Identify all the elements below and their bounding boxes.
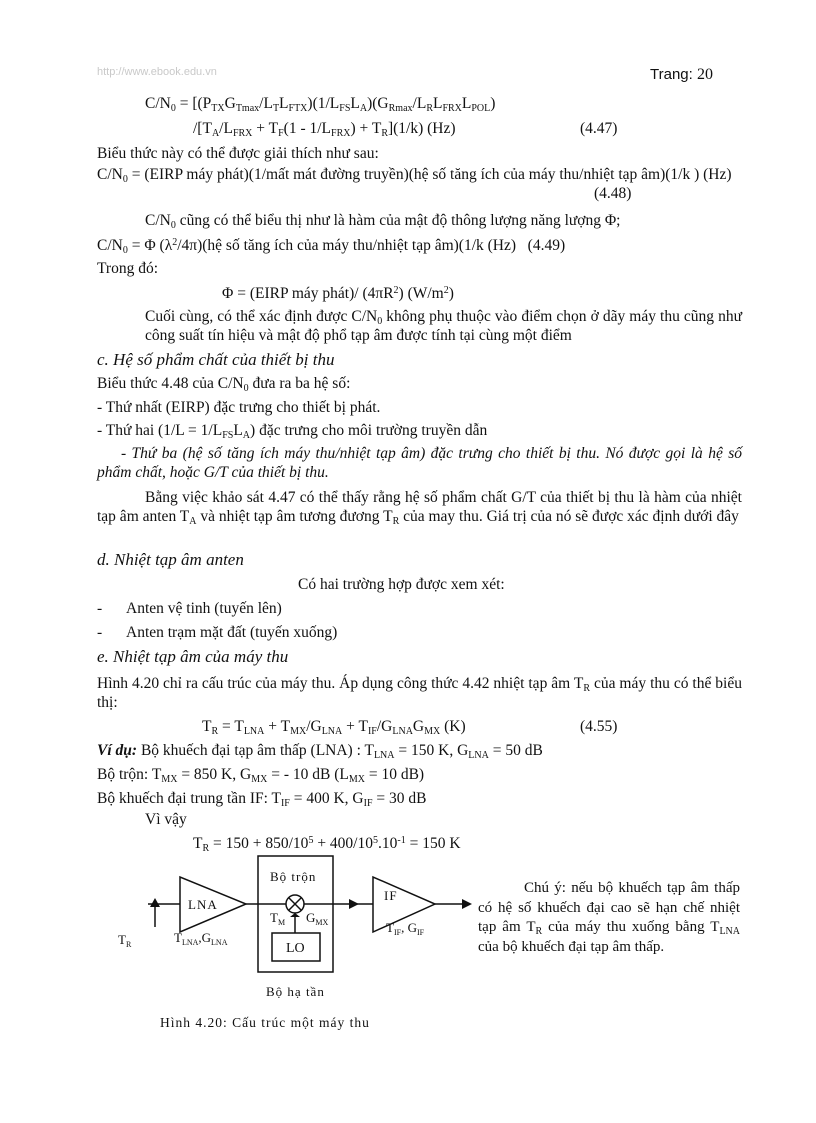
section-d-intro: Có hai trường hợp được xem xét: xyxy=(298,576,505,593)
equation-4-47-number: (4.47) xyxy=(580,120,618,137)
page-label: Trang: xyxy=(650,66,693,83)
section-c-paragraph: Bằng việc khảo sát 4.47 có thể thấy rằng hệ số phẩm chất G/T của thiết bị thu là hàm của nhiệt tạp âm anten $T_A$ và nhiệt tạp âm tương đương $T_R$ của may thu. Giá trị của nó sẽ được xác định dưới đây xyxy=(97,489,742,527)
figure-caption: Hình 4.20: Cấu trúc một máy thu xyxy=(160,1015,370,1030)
equation-4-47-line2: $/[T_A/L_{FRX} + T_F(1 - 1/L_{FRX}) + T_R](1/k)$ (Hz) xyxy=(193,120,456,139)
lo-label: LO xyxy=(286,941,305,956)
equation-4-55: $T_R = T_{LNA} + T_{MX}/G_{LNA} + T_{IF}/G_{LNA}G_{MX}$ (K) xyxy=(202,718,466,737)
if-label: IF xyxy=(384,888,398,903)
note-paragraph: Chú ý: nếu bộ khuếch tạp âm thấp có hệ số khuếch đại cao sẽ hạn chế nhiệt tạp âm $T_R$ của máy thu xuống bằng $T_{LNA}$ của bộ khuếch đại tạp âm thấp. xyxy=(478,880,741,955)
example-if: Bộ khuếch đại trung tần IF: $T_{IF} = 400$ K, $G_{IF} = 30$ dB xyxy=(97,790,427,809)
section-d-item2: Anten trạm mặt đất (tuyến xuống) xyxy=(126,624,338,641)
section-d-item1: Anten vệ tinh (tuyến lên) xyxy=(126,600,282,617)
equation-4-48-number: (4.48) xyxy=(594,185,632,202)
section-e-title: e. Nhiệt tạp âm của máy thu xyxy=(97,647,289,666)
section-c-item2: - Thứ hai $(1/L = 1/L_{FS}L_A)$ đặc trưng cho môi trường truyền dẫn xyxy=(97,422,488,441)
section-c-item3: - Thứ ba (hệ số tăng ích máy thu/nhiệt tạp âm) đặc trưng cho thiết bị thu. Nó được gọi là hệ số phẩm chất, hoặc G/T của thiết bị thu. xyxy=(97,445,742,481)
section-d-title: d. Nhiệt tạp âm anten xyxy=(97,550,244,569)
example-lna: Ví dụ: Bộ khuếch đại tạp âm thấp (LNA) : $T_{LNA} = 150$ K, $G_{LNA} = 50$ dB xyxy=(97,742,543,761)
equation-4-47-line1: $C/N_0 = [(P_{TX}G_{Tmax}/L_TL_{FTX})(1/L_{FS}L_A)(G_{Rmax}/L_RL_{FRX}L_{POL})$ xyxy=(145,95,496,114)
section-c-item1: - Thứ nhất (EIRP) đặc trưng cho thiết bị phát. xyxy=(97,399,381,416)
tm-label: $T_M$ xyxy=(270,910,286,927)
tr-label: $T_R$ xyxy=(118,932,132,949)
equation-4-48: $C/N_0$ = (EIRP máy phát)(1/mất mát đường truyền)(hệ số tăng ích của máy thu/nhiệt tạp âm)(1/k ) (Hz) xyxy=(97,166,732,185)
cn0-flux-text: $C/N_0$ cũng có thể biểu thị như là hàm của mật độ thông lượng năng lượng Φ; xyxy=(145,212,621,231)
watermark: http://www.ebook.edu.vn xyxy=(97,66,217,78)
section-d-dash2: - xyxy=(97,624,103,641)
if-params: $T_{IF}$, $G_{IF}$ xyxy=(386,920,425,937)
final-paragraph: Cuối cùng, có thể xác định được $C/N_0$ không phụ thuộc vào điểm chọn ở dãy máy thu cũng như công suất tín hiệu và mật độ phổ tạp âm được tính tại cùng một điểm xyxy=(145,308,742,344)
section-e-paragraph: Hình 4.20 chỉ ra cấu trúc của máy thu. Áp dụng công thức 4.42 nhiệt tạp âm $T_R$ của máy thu có thể biểu thị: xyxy=(97,675,742,711)
equation-4-49: $C/N_0 = \Phi$ $(\lambda^2/4\pi)(hệ$ số tăng ích của máy thu/nhiệt tạp âm)(1/k (Hz) (4.49) xyxy=(97,237,566,256)
section-d-dash1: - xyxy=(97,600,103,617)
gmx-label: $G_{MX}$ xyxy=(306,910,329,927)
example-mixer: Bộ trộn: $T_{MX} = 850$ K, $G_{MX}$ = - 10 dB ($L_{MX} = 10$ dB) xyxy=(97,766,425,785)
lna-label: LNA xyxy=(188,897,218,912)
so-text: Vì vậy xyxy=(145,811,187,828)
explain-text: Biểu thức này có thể được giải thích như sau: xyxy=(97,145,379,162)
mixer-label: Bộ trộn xyxy=(270,869,317,884)
where-label: Trong đó: xyxy=(97,260,159,277)
result-equation: $T_R = 150 + 850/10^5 + 400/10^5.10^{-1} = 150$ K xyxy=(193,835,461,854)
downconverter-label: Bộ hạ tần xyxy=(266,984,325,999)
phi-equation: Φ = (EIRP máy phát)/ $(4\pi R^2)$ $(W/m^2)$ xyxy=(222,285,454,302)
section-c-title: c. Hệ số phẩm chất của thiết bị thu xyxy=(97,350,335,369)
equation-4-55-number: (4.55) xyxy=(580,718,618,735)
section-c-intro: Biểu thức 4.48 của $C/N_0$ đưa ra ba hệ số: xyxy=(97,375,351,394)
lna-params: $T_{LNA},G_{LNA}$ xyxy=(174,930,228,947)
page-number-value: 20 xyxy=(696,66,713,83)
